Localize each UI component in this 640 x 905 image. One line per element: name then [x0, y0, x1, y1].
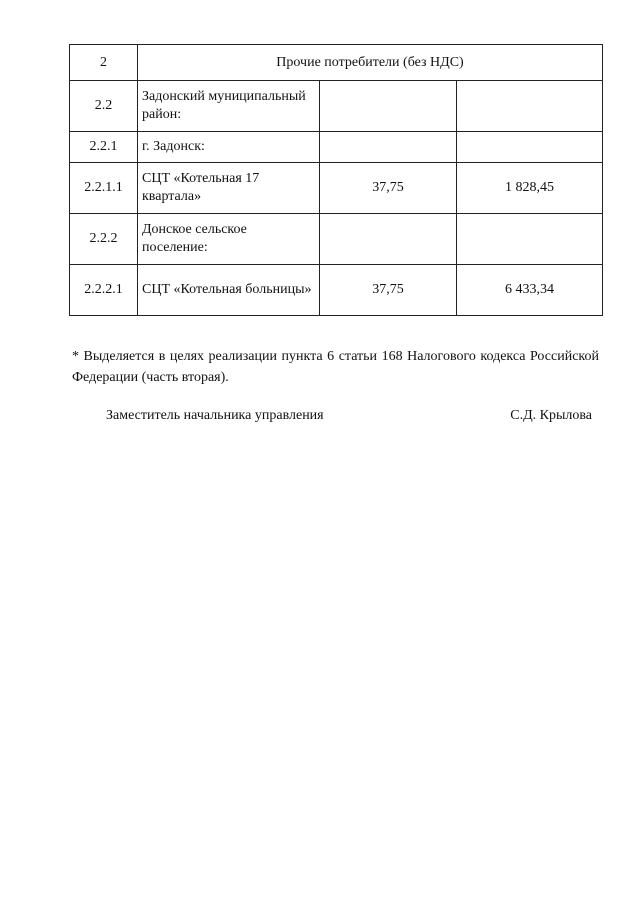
row-value1-cell	[320, 132, 457, 163]
row-value1-cell: 37,75	[320, 265, 457, 316]
row-name-cell: СЦТ «Котельная больницы»	[138, 265, 320, 316]
row-value1-cell	[320, 214, 457, 265]
row-number-cell: 2.2.2.1	[70, 265, 138, 316]
row-name-cell: Донское сельское поселение:	[138, 214, 320, 265]
header-label-cell: Прочие потребители (без НДС)	[138, 45, 603, 81]
signature-name: С.Д. Крылова	[510, 408, 592, 423]
row-name-cell: СЦТ «Котельная 17 квартала»	[138, 163, 320, 214]
row-number-cell: 2.2.1.1	[70, 163, 138, 214]
row-name-cell: г. Задонск:	[138, 132, 320, 163]
tariff-table	[69, 44, 603, 316]
row-value2-cell	[457, 214, 603, 265]
table-row	[70, 265, 603, 316]
header-number-cell: 2	[70, 45, 138, 81]
table-header-row	[70, 45, 603, 81]
table-row	[70, 214, 603, 265]
row-name-cell: Задонский муниципальный район:	[138, 81, 320, 132]
row-value2-cell	[457, 81, 603, 132]
signature-block	[106, 406, 592, 426]
row-value1-cell	[320, 81, 457, 132]
table-row	[70, 132, 603, 163]
table-row	[70, 163, 603, 214]
row-value2-cell: 6 433,34	[457, 265, 603, 316]
row-number-cell: 2.2.2	[70, 214, 138, 265]
signature-position: Заместитель начальника управления	[106, 408, 324, 423]
row-number-cell: 2.2	[70, 81, 138, 132]
row-number-cell: 2.2.1	[70, 132, 138, 163]
footnote: * Выделяется в целях реализации пункта 6 статьи 168 Налогового кодекса Российской Федерации (часть вторая).	[72, 349, 599, 385]
row-value2-cell: 1 828,45	[457, 163, 603, 214]
table-row	[70, 81, 603, 132]
row-value2-cell	[457, 132, 603, 163]
row-value1-cell: 37,75	[320, 163, 457, 214]
